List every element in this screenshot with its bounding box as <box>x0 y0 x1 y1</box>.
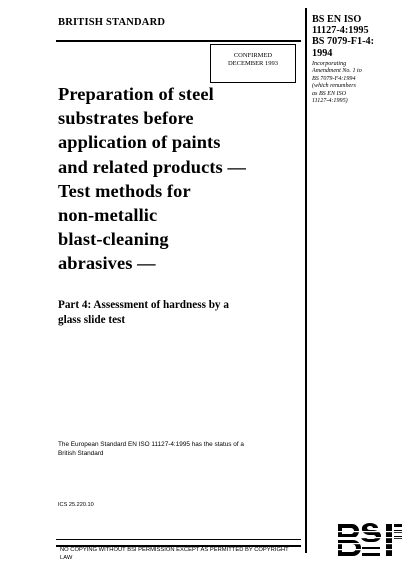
title-line: and related products — <box>58 156 247 177</box>
bottom-rule-thin <box>56 539 301 540</box>
title-line: abrasives — <box>58 253 156 274</box>
part-line: glass slide test <box>58 313 126 326</box>
part-line: Part 4: Assessment of hardness by a <box>58 299 229 311</box>
amendment-note <box>312 61 404 105</box>
confirmed-label: CONFIRMED <box>233 52 273 59</box>
amendment-line: (which renumbers <box>312 83 356 90</box>
standard-number-line: BS EN ISO <box>312 14 362 25</box>
confirmed-date: DECEMBER 1993 <box>227 60 279 67</box>
top-rule <box>56 40 301 42</box>
statement-line: British Standard <box>58 450 104 457</box>
ics-code: ICS 25.220.10 <box>58 502 94 508</box>
brand-heading: BRITISH STANDARD <box>58 17 166 28</box>
standard-number-line: 1994 <box>312 47 333 59</box>
bsi-logo-icon <box>336 520 404 560</box>
part-subtitle <box>58 298 298 327</box>
amendment-line: as BS EN ISO <box>312 90 347 97</box>
status-statement <box>58 440 298 458</box>
standard-number <box>312 14 407 59</box>
copyright-notice: NO COPYING WITHOUT BSI PERMISSION EXCEPT AS PERMITTED BY COPYRIGHT LAW <box>60 547 289 561</box>
confirmed-stamp <box>210 44 296 83</box>
title-line: non-metallic <box>58 205 158 226</box>
title-line: Test methods for <box>58 180 191 201</box>
amendment-line: Amendment No. 1 to <box>312 68 362 75</box>
title-line: application of paints <box>58 132 221 153</box>
statement-line: The European Standard EN ISO 11127-4:1995 has the status of a <box>58 441 244 448</box>
title-line: Preparation of steel <box>58 84 214 104</box>
amendment-line: BS 7079-F4:1994 <box>312 75 356 82</box>
amendment-line: 11127-4:1995) <box>312 98 348 105</box>
document-title <box>58 82 298 276</box>
title-line: substrates before <box>58 108 194 129</box>
standard-number-line: 11127-4:1995 <box>312 25 369 37</box>
amendment-line: Incorporating <box>312 61 347 67</box>
vertical-rule <box>305 8 307 553</box>
standard-number-line: BS 7079-F1-4: <box>312 36 374 48</box>
title-line: blast-cleaning <box>58 229 169 250</box>
